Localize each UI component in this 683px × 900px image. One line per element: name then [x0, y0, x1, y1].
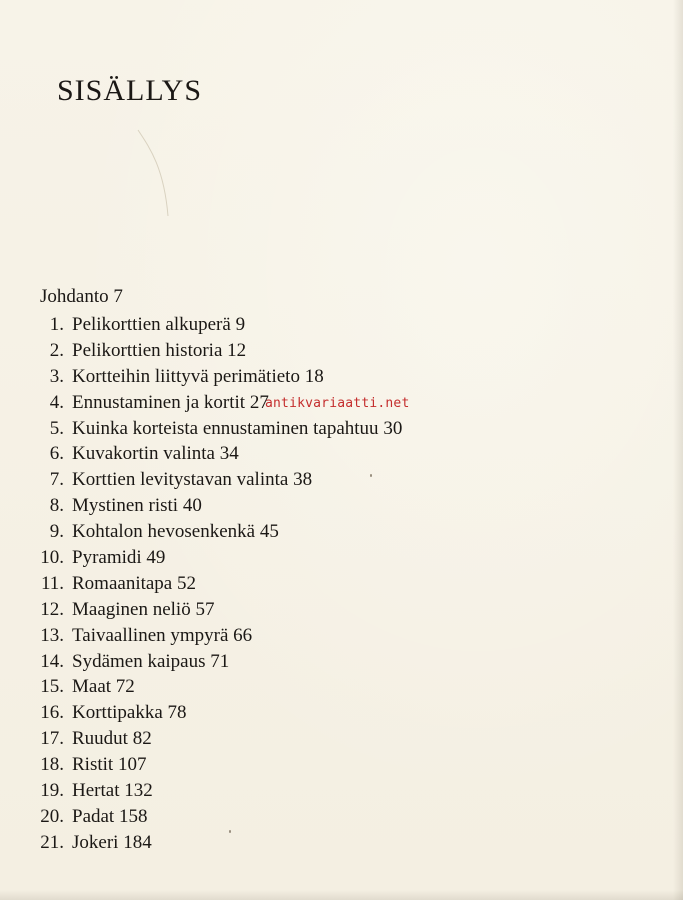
- toc-chapter-title: Padat: [72, 805, 115, 827]
- toc-chapter-text: [72, 700, 187, 726]
- toc-chapter-number: 21.: [40, 831, 64, 853]
- toc-chapter-number: 17.: [40, 728, 64, 750]
- toc-chapter-number: 15.: [40, 676, 64, 698]
- toc-chapter-page: 132: [124, 780, 153, 802]
- toc-chapter-text: [72, 804, 147, 830]
- toc-chapter-title: Ruudut: [72, 728, 128, 750]
- toc-chapter-page: 38: [293, 469, 313, 491]
- toc-chapter-page: 18: [304, 365, 324, 387]
- toc-chapter-text: [72, 493, 202, 519]
- toc-intro-page: 7: [113, 286, 123, 307]
- toc-chapter-page: 27: [249, 391, 269, 413]
- toc-chapter-number: 9.: [49, 521, 64, 543]
- toc-chapter-text: [72, 674, 135, 700]
- toc-intro-entry: [40, 286, 123, 308]
- toc-chapter-number: 8.: [49, 495, 64, 517]
- toc-chapter-page: 52: [177, 572, 196, 594]
- page-bottom-shadow: [0, 890, 683, 900]
- toc-chapter-number: 19.: [40, 780, 64, 802]
- watermark-text: antikvariaatti.net: [265, 396, 410, 411]
- toc-chapter-page: 184: [123, 831, 152, 853]
- toc-chapter-number: 1.: [49, 314, 64, 335]
- toc-chapter-number: 20.: [40, 805, 64, 827]
- toc-chapter-title: Hertat: [72, 780, 120, 802]
- paper-speck: [229, 830, 231, 833]
- toc-chapter-page: 82: [132, 728, 152, 750]
- toc-chapter-page: 49: [146, 547, 166, 569]
- toc-chapter-number: 12.: [40, 598, 64, 620]
- toc-chapter-number: 14.: [40, 650, 64, 672]
- toc-chapter-text: [72, 519, 279, 545]
- toc-chapter-page: 9: [235, 314, 246, 335]
- toc-chapter-text: [72, 571, 196, 597]
- toc-chapter-title: Korttien levitystavan valinta: [72, 469, 289, 491]
- toc-chapter-page: 12: [227, 339, 247, 361]
- toc-chapter-page: 40: [182, 495, 202, 517]
- toc-chapter-title: Jokeri: [72, 831, 119, 853]
- toc-chapter-title: Korttipakka: [72, 702, 163, 724]
- toc-chapter-page: 107: [117, 754, 147, 776]
- toc-chapter-number: 7.: [49, 469, 64, 491]
- toc-chapter-page: 34: [219, 443, 239, 465]
- toc-chapter-title: Maaginen neliö: [72, 598, 191, 620]
- toc-chapter-text: [72, 364, 324, 390]
- toc-chapter-number: 4.: [49, 391, 64, 413]
- toc-chapter-title: Pelikorttien alkuperä: [72, 314, 231, 335]
- toc-chapter-text: [72, 545, 165, 571]
- toc-chapter-number: 16.: [40, 702, 64, 724]
- toc-chapter-title: Ristit: [72, 754, 114, 776]
- toc-chapter-text: [72, 726, 152, 752]
- toc-chapter-text: [72, 416, 402, 442]
- toc-chapter-text: [72, 338, 246, 364]
- toc-chapter-page: 71: [210, 650, 230, 672]
- toc-chapter-text: [72, 597, 214, 623]
- toc-chapter-title: Mystinen risti: [72, 495, 179, 517]
- toc-chapter-text: [72, 390, 269, 416]
- toc-chapter-text: [72, 312, 245, 338]
- toc-chapter-title: Kohtalon hevosenkenkä: [72, 521, 256, 543]
- toc-chapter-title: Maat: [72, 676, 112, 698]
- toc-chapter-title: Pelikorttien historia: [72, 339, 223, 361]
- toc-chapter-number: 6.: [49, 443, 64, 465]
- page-title: SISÄLLYS: [57, 74, 203, 107]
- toc-chapter-number: 2.: [49, 339, 64, 361]
- toc-chapter-title: Pyramidi: [72, 547, 142, 569]
- toc-chapter-text: [72, 778, 153, 804]
- toc-chapter-page: 78: [167, 702, 187, 724]
- toc-chapter-title: Sydämen kaipaus: [72, 650, 206, 672]
- toc-chapter-page: 72: [115, 676, 135, 698]
- toc-chapter-number: 5.: [49, 417, 64, 439]
- toc-chapter-text: [72, 467, 312, 493]
- toc-chapter-title: Kuvakortin valinta: [72, 443, 215, 465]
- toc-chapter-title: Ennustaminen ja kortit: [72, 391, 246, 413]
- toc-intro-title: Johdanto: [40, 286, 109, 307]
- toc-chapter-title: Kortteihin liittyvä perimätieto: [72, 365, 300, 387]
- toc-chapter-title: Romaanitapa: [72, 572, 173, 594]
- toc-chapter-number: 13.: [40, 624, 64, 646]
- toc-chapter-text: [72, 752, 146, 778]
- toc-chapter-number: 18.: [40, 754, 64, 776]
- toc-chapter-title: Kuinka korteista ennustaminen tapahtuu: [72, 417, 379, 439]
- paper-crease-mark: [130, 128, 190, 218]
- toc-chapter-text: [72, 441, 239, 467]
- toc-chapter-number: 10.: [40, 547, 64, 569]
- toc-chapter-text: [72, 649, 229, 675]
- toc-chapter-text: [72, 623, 252, 649]
- toc-chapter-title: Taivaallinen ympyrä: [72, 624, 229, 646]
- paper-speck: [370, 474, 372, 477]
- page-edge-shadow: [673, 0, 683, 900]
- toc-chapter-page: 30: [383, 417, 403, 439]
- toc-chapter-page: 57: [195, 598, 215, 620]
- toc-chapter-page: 45: [259, 521, 279, 543]
- toc-chapter-number: 11.: [40, 572, 64, 594]
- toc-chapter-text: [72, 830, 152, 856]
- toc-chapter-page: 158: [118, 805, 148, 827]
- toc-chapter-page: 66: [233, 624, 253, 646]
- toc-chapter-number: 3.: [49, 365, 64, 387]
